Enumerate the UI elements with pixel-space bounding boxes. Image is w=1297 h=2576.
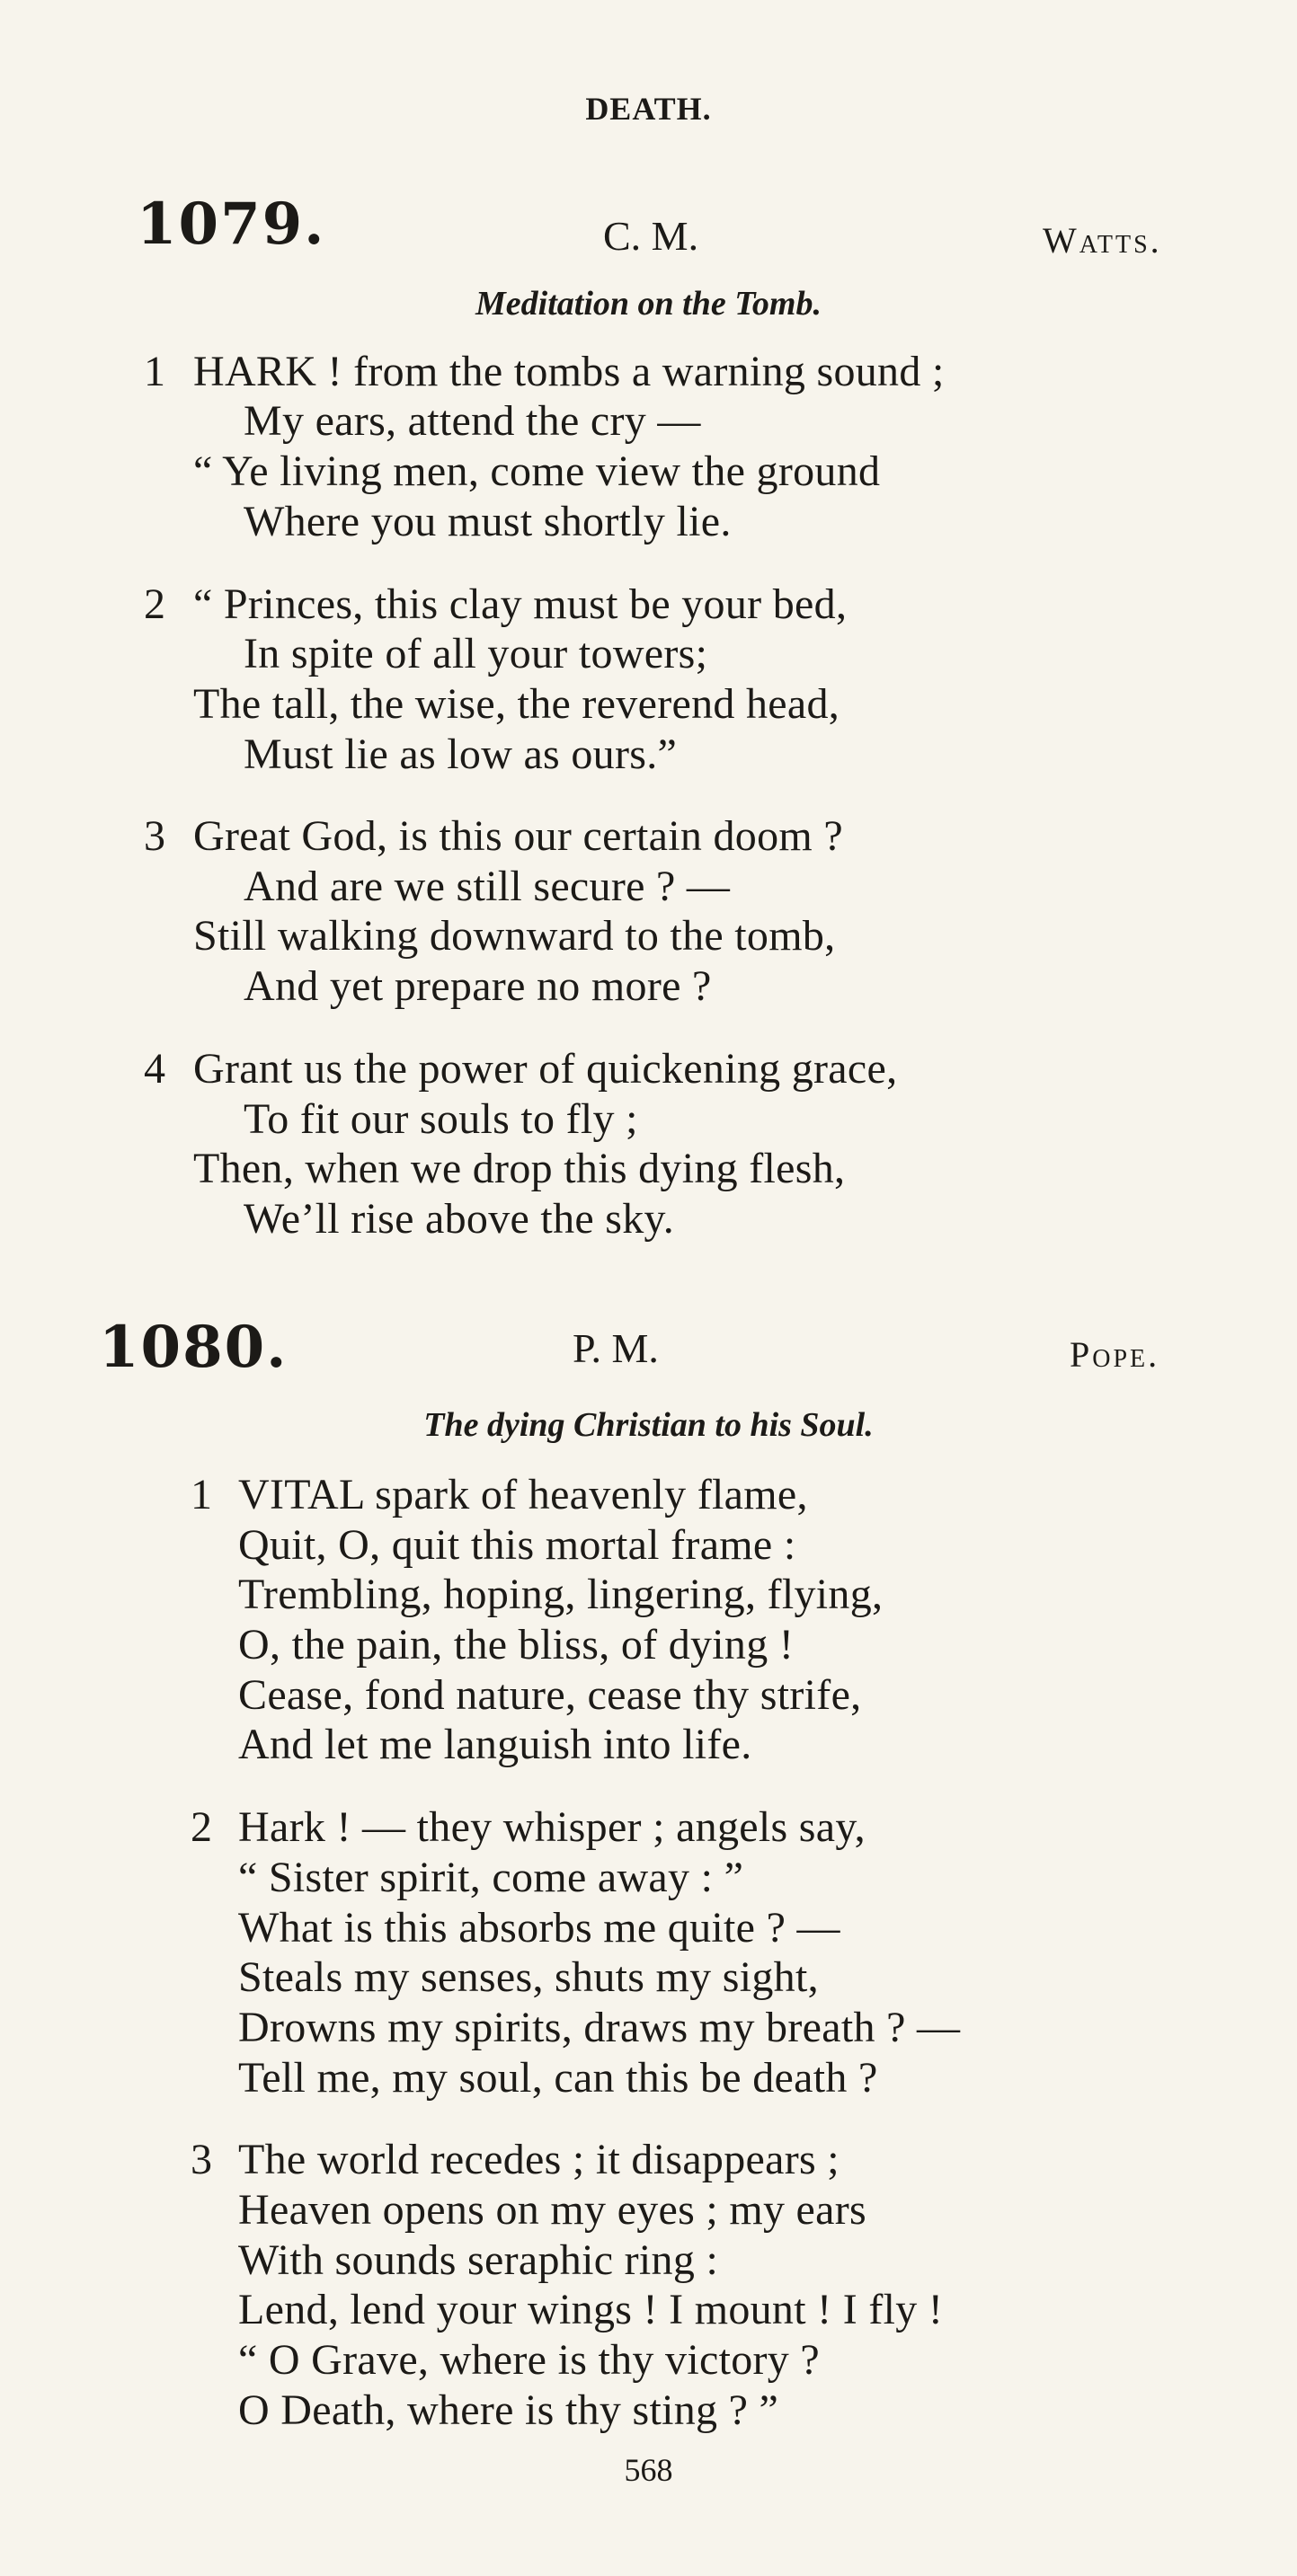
verse-line: Lend, lend your wings ! I mount ! I fly !: [238, 2286, 944, 2333]
verse-line: We’ll rise above the sky.: [244, 1195, 675, 1243]
verse-line: Trembling, hoping, lingering, flying,: [238, 1571, 884, 1618]
verse-line: The world recedes ; it disappears ;: [238, 2136, 839, 2183]
page-number: 568: [624, 2452, 673, 2488]
hymn-number: 1080.: [99, 1314, 289, 1381]
hymn-author: Pope.: [1070, 1334, 1160, 1375]
verse-line: Cease, fond nature, cease thy strife,: [238, 1671, 862, 1719]
verse-line: Grant us the power of quickening grace,: [193, 1045, 898, 1093]
verse-number: 2: [191, 1803, 212, 1851]
verse-line: Still walking downward to the tomb,: [193, 912, 836, 960]
verse-line: My ears, attend the cry —: [244, 397, 701, 445]
verse-number: 2: [144, 580, 165, 628]
verse-number: 3: [144, 812, 165, 860]
verse-number: 1: [191, 1471, 212, 1518]
verse-number: 1: [144, 348, 165, 395]
verse-line: The tall, the wise, the reverend head,: [193, 680, 840, 728]
verse-line: With sounds seraphic ring :: [238, 2236, 719, 2284]
hymn-meter: C. M.: [603, 213, 699, 259]
verse-line: Tell me, my soul, can this be death ?: [238, 2054, 878, 2102]
hymn-title: Meditation on the Tomb.: [475, 285, 822, 323]
verse-line: Quit, O, quit this mortal frame :: [238, 1521, 796, 1569]
verse-line: And yet prepare no more ?: [244, 962, 712, 1010]
verse-line: Heaven opens on my eyes ; my ears: [238, 2186, 867, 2234]
verse-line: “ O Grave, where is thy victory ?: [238, 2336, 821, 2384]
verse-line: Steals my senses, shuts my sight,: [238, 1953, 819, 2001]
verse-line: O Death, where is thy sting ? ”: [238, 2386, 779, 2434]
verse-line: Drowns my spirits, draws my breath ? —: [238, 2004, 961, 2051]
verse-line: “ Ye living men, come view the ground: [193, 447, 881, 495]
verse-line: Where you must shortly lie.: [244, 498, 732, 545]
verse-line: Great God, is this our certain doom ?: [193, 812, 843, 860]
verse-number: 3: [191, 2136, 212, 2183]
verse-number: 4: [144, 1045, 165, 1093]
verse-line: And let me languish into life.: [238, 1721, 752, 1768]
verse-line: O, the pain, the bliss, of dying !: [238, 1621, 795, 1669]
verse-line: And are we still secure ? —: [244, 863, 731, 910]
verse-line: In spite of all your towers;: [244, 630, 708, 677]
verse-line: VITAL spark of heavenly flame,: [238, 1471, 808, 1518]
verse-line: Must lie as low as ours.”: [244, 730, 678, 778]
verse-line: To fit our souls to fly ;: [244, 1095, 638, 1143]
verse-line: What is this absorbs me quite ? —: [238, 1904, 840, 1952]
verse-line: “ Princes, this clay must be your bed,: [193, 580, 848, 628]
verse-line: HARK ! from the tombs a warning sound ;: [193, 348, 945, 395]
hymn-meter: P. M.: [573, 1325, 659, 1371]
verse-line: “ Sister spirit, come away : ”: [238, 1854, 744, 1901]
verse-line: Then, when we drop this dying flesh,: [193, 1145, 846, 1192]
hymn-title: The dying Christian to his Soul.: [423, 1406, 874, 1444]
hymn-number: 1079.: [137, 190, 326, 258]
verse-line: Hark ! — they whisper ; angels say,: [238, 1803, 866, 1851]
running-head: DEATH.: [585, 91, 712, 127]
hymn-author: Watts.: [1043, 220, 1162, 261]
